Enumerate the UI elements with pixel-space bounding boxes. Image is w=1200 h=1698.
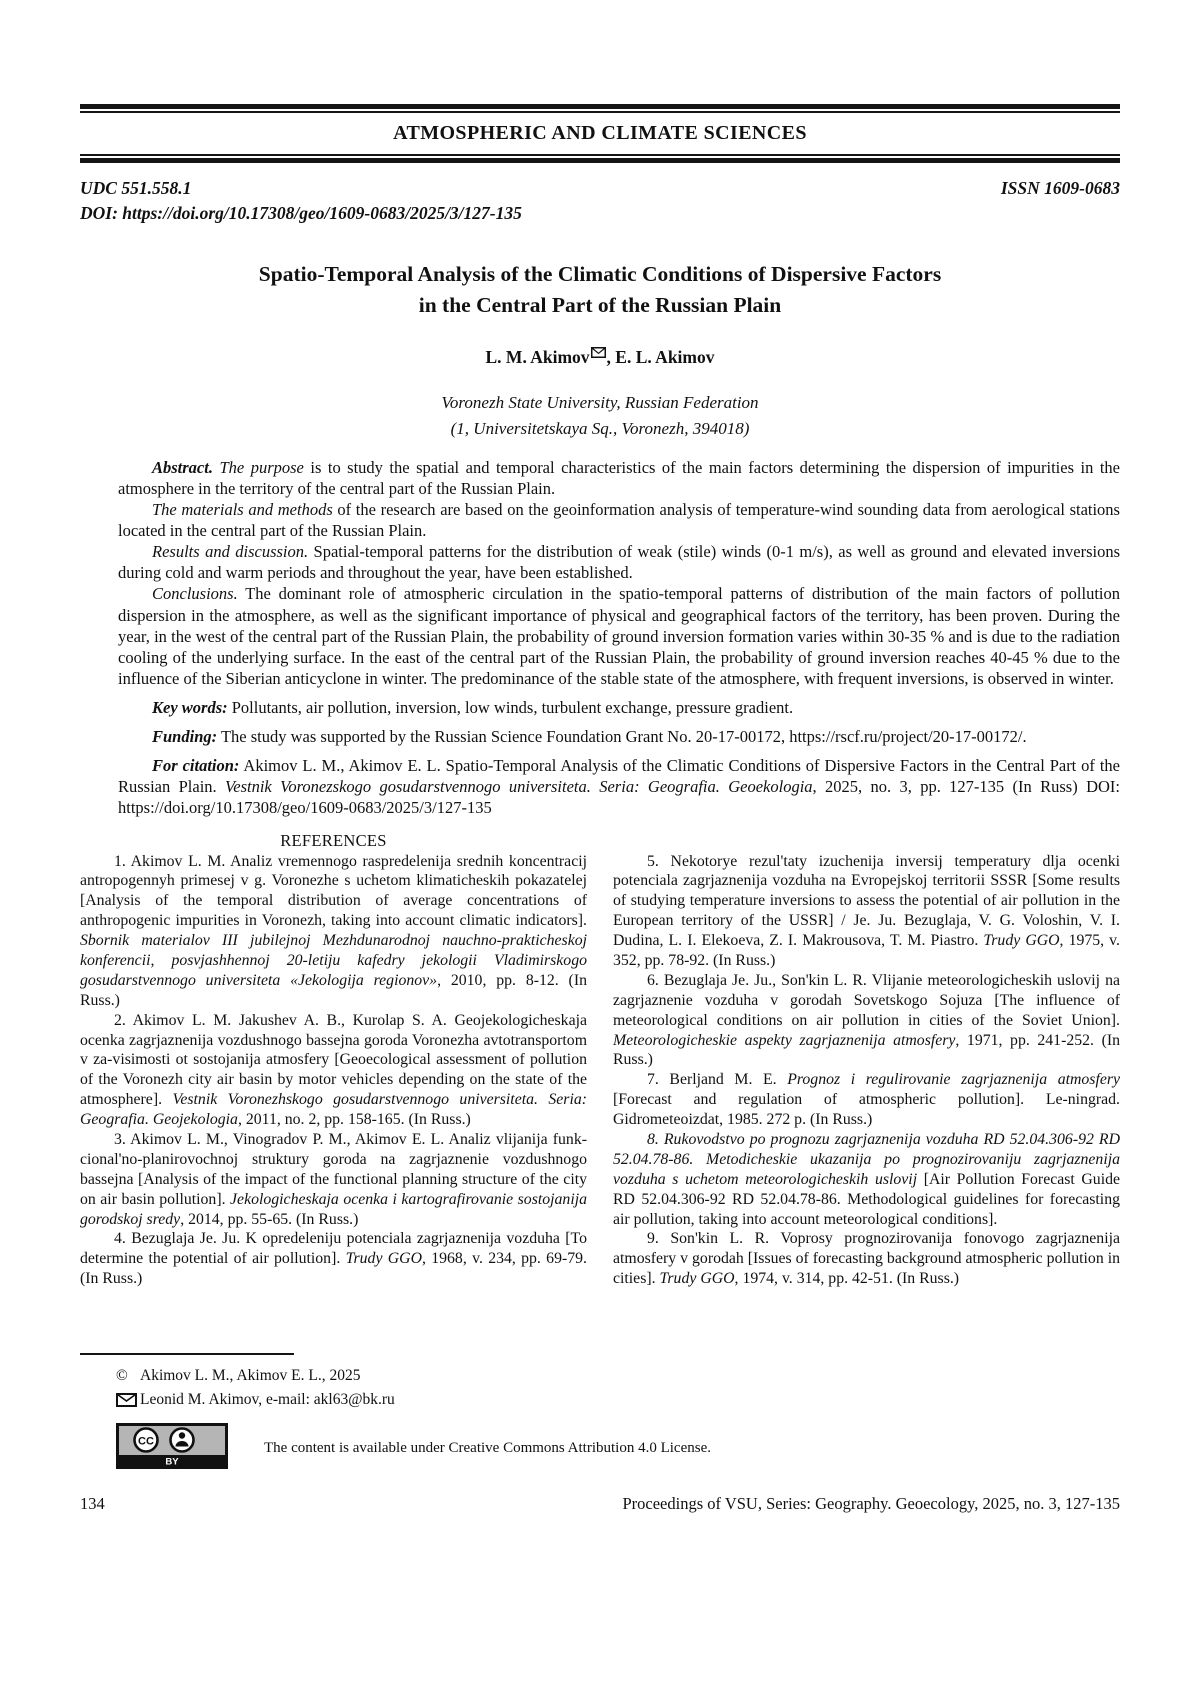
reference-item: 1. Akimov L. M. Analiz vremennogo raspredelenija srednih koncentracij antropogennyh primesej v g. Voronezhe s uchetom klimaticheskih pokazatelej [Analysis of the temporal distribution of average concentrations of anthropogenic impurities in Voronezh, taking into account climatic indicators]. Sbornik materialov III jubilejnoj Mezhdunarodnoj nauchno-prakticheskoj konferencii, posvjashhennoj 20-letiju kafedry jekologii Vladimirskogo gosudarstvennogo universiteta «Jekologija regionov», 2010, pp. 8-12. (In Russ.) (80, 852, 587, 1009)
udc-issn-row (80, 178, 1120, 200)
references-heading: REFERENCES (280, 830, 387, 850)
affiliation-block (80, 390, 1120, 443)
issn-code: ISSN 1609-0683 (1000, 178, 1120, 198)
reference-item: 6. Bezuglaja Je. Ju., Son'kin L. R. Vlijanie meteorologicheskih uslovij na zagrjaznenie vozduha v gorodah Sovetskogo Sojuza [The influence of meteorological conditions on air pollution in cities of the Soviet Union]. Meteorologicheskie aspekty zagrjaznenija atmosfery, 1971, pp. 241-252. (In Russ.) (613, 971, 1120, 1069)
references-columns (80, 852, 1120, 1290)
copyright-symbol: © (116, 1367, 128, 1385)
abstract-paragraph: The materials and methods of the research are based on the geoinformation analysis of temperature-wind sounding data from aerological stations located in the central part of the Russian Plain. (118, 500, 1120, 541)
citation-paragraph: For citation: Akimov L. M., Akimov E. L. Spatio-Temporal Analysis of the Climatic Conditions of Dispersive Factors in the Central Part of the Russian Plain. Vestnik Voronezskogo gosudarstvennogo universiteta. Seria: Geografia. Geoekologia, 2025, no. 3, pp. 127-135 (In Russ) DOI: https://doi.org/10.17308/geo/1609-0683/2025/3/127-135 (118, 756, 1120, 818)
keywords-paragraph: Key words: Pollutants, air pollution, inversion, low winds, turbulent exchange, pressure gradient. (152, 697, 794, 717)
article-title-line2: in the Central Part of the Russian Plain (418, 292, 782, 317)
abstract-paragraph: Abstract. The purpose is to study the spatial and temporal characteristics of the main factors determining the dispersion of impurities in the atmosphere in the territory of the central part of the Russian Plain. (118, 457, 1120, 498)
abstract-block (118, 457, 1120, 819)
license-text: The content is available under Creative Commons Attribution 4.0 License. (264, 1440, 711, 1457)
contact-line (80, 1388, 1120, 1412)
author-name-second: , E. L. Akimov (606, 347, 715, 368)
header-rule-thin-bottom (80, 154, 1120, 156)
header-rule-thick-bottom (80, 158, 1120, 163)
abstract-paragraph: Results and discussion. Spatial-temporal patterns for the distribution of weak (stile) winds (0-1 m/s), as well as ground and elevated inversions during cold and warm periods and throughout the year, have been established. (118, 542, 1121, 583)
author-name-first: L. M. Akimov (485, 347, 590, 368)
license-row (80, 1423, 1120, 1474)
header-rule-thick-top (80, 104, 1120, 109)
affiliation-address: (1, Universitetskaya Sq., Voronezh, 394018) (450, 419, 750, 439)
envelope-icon (591, 347, 606, 358)
journal-section-title: ATMOSPHERIC AND CLIMATE SCIENCES (393, 122, 807, 144)
copyright-text: Akimov L. M., Akimov E. L., 2025 (140, 1367, 361, 1385)
reference-item: 2. Akimov L. M. Jakushev A. B., Kurolap S. A. Geojekologicheskaja ocenka zagrjaznenija vozdushnogo bassejna goroda Voronezha avtotransportom v za-visimosti ot sostojanija atmosfery [Geoecological assessment of pollution of the Voronezh city air basin by motor vehicles depending on the state of the atmosphere]. Vestnik Voronezhskogo gosudarstvennogo universiteta. Seria: Geografia. Geojekologia, 2011, no. 2, pp. 158-165. (In Russ.) (80, 1011, 587, 1129)
article-title-line1: Spatio-Temporal Analysis of the Climatic Conditions of Dispersive Factors (258, 261, 942, 286)
reference-item: 7. Berljand M. E. Prognoz i regulirovanie zagrjaznenija atmosfery [Forecast and regulation of atmospheric pollution]. Le-ningrad. Gidrometeoizdat, 1985. 272 p. (In Russ.) (613, 1071, 1120, 1129)
reference-item: 4. Bezuglaja Je. Ju. K opredeleniju potenciala zagrjaznenija vozduha [To determine the potential of air pollution]. Trudy GGO, 1968, v. 234, pp. 69-79. (In Russ.) (80, 1230, 587, 1288)
footnotes-block (80, 1353, 1120, 1474)
page-number: 134 (80, 1494, 105, 1514)
authors-line (80, 347, 1120, 368)
udc-code: UDC 551.558.1 (80, 178, 192, 198)
footnote-rule (80, 1353, 294, 1355)
article-title (80, 259, 1120, 321)
envelope-icon (116, 1393, 140, 1407)
reference-item: 3. Akimov L. M., Vinogradov P. M., Akimov E. L. Analiz vlijanija funk-cional'no-planirovochnoj struktury goroda na zagrjaznenie vozdushnogo bassejna [Analysis of the impact of the functional planning structure of the city on air basin pollution]. Jekologicheskaja ocenka i kartografirovanie sostojanija gorodskoj sredy, 2014, pp. 55-65. (In Russ.) (80, 1131, 587, 1228)
page-footer (80, 1494, 1120, 1514)
references-left-column (80, 852, 587, 1290)
copyright-line (80, 1364, 1120, 1388)
reference-item: 5. Nekotorye rezul'taty izuchenija inversij temperatury dlja ocenki potenciala zagrjaznenija vozduha na Evropejskoj territorii SSSR [Some results of studying temperature inversions to assess the potential of air pollution in the European territory of the USSR] / Je. Ju. Bezuglaja, V. G. Voloshin, V. I. Dudina, L. I. Elekoeva, Z. I. Makrousova, T. M. Piastro. Trudy GGO, 1975, v. 352, pp. 78-92. (In Russ.) (613, 852, 1120, 969)
affiliation-line: Voronezh State University, Russian Federation (441, 393, 759, 413)
abstract-paragraph: Conclusions. The dominant role of atmospheric circulation in the spatio-temporal patterns of distribution of the main factors of pollution dispersion in the atmosphere, as well as the significant importance of physical and geographical factors of the territory, has been proven. During the year, in the west of the central part of the Russian Plain, the probability of ground inversion formation varies within 30-35 % and is due to the radiation cooling of the underlying surface. In the east of the central part of the Russian Plain, the probability of ground inversion reaches 40-45 % due to the influence of the Siberian anticyclone in winter. The predominance of the stable state of the atmosphere, with frequent inversions, is observed in winter. (118, 584, 1120, 688)
reference-item: 8. Rukovodstvo po prognozu zagrjaznenija vozduha RD 52.04.306-92 RD 52.04.78-86. Metodicheskie ukazanija po prognozirovaniju zagrjaznenija vozduha s uchetom meteorologicheskih uslovij [Air Pollution Forecast Guide RD 52.04.306-92 RD 52.04.78-86. Methodological guidelines for forecasting air pollution, taking into account meteorological conditions]. (613, 1131, 1120, 1228)
contact-email-text: Leonid M. Akimov, e-mail: akl63@bk.ru (140, 1391, 395, 1409)
doi-text: DOI: https://doi.org/10.17308/geo/1609-0683/2025/3/127-135 (80, 202, 522, 223)
funding-paragraph: Funding: The study was supported by the Russian Science Foundation Grant No. 20-17-00172, https://rscf.ru/project/20-17-00172/. (152, 727, 1027, 747)
references-right-column (613, 852, 1120, 1290)
cc-by-badge-icon (116, 1423, 228, 1474)
doi-row (80, 203, 1120, 225)
cc-logo-text: CC (138, 1435, 154, 1448)
cc-by-text: BY (165, 1456, 179, 1468)
reference-item: 9. Son'kin L. R. Voprosy prognozirovanija fonovogo zagrjaznenija atmosfery v gorodah [Issues of forecasting background atmospheric pollution in cities]. Trudy GGO, 1974, v. 314, pp. 42-51. (In Russ.) (613, 1230, 1120, 1288)
journal-footer-line: Proceedings of VSU, Series: Geography. Geoecology, 2025, no. 3, 127-135 (622, 1494, 1120, 1514)
